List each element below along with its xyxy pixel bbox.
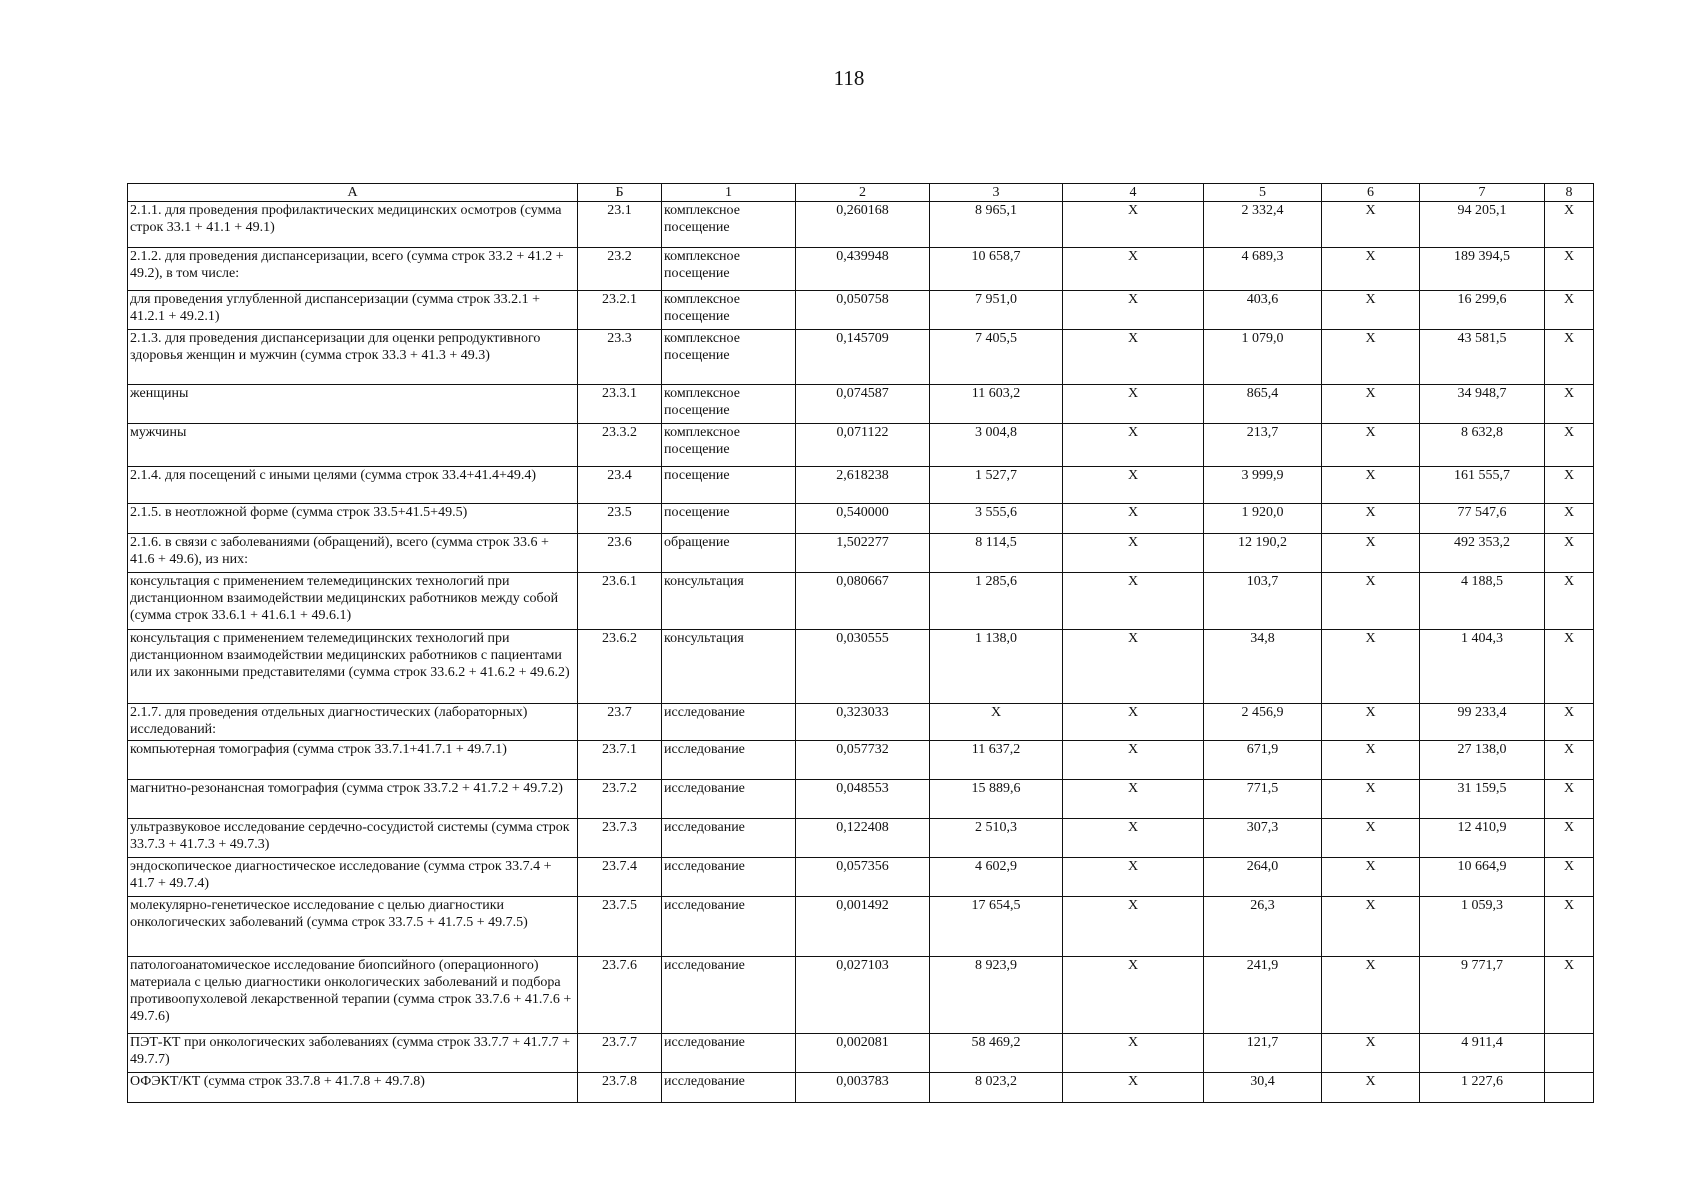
unit-cell: исследование	[662, 741, 796, 780]
table-row	[128, 385, 1594, 424]
row-label: для проведения углубленной диспансеризации (сумма строк 33.2.1 + 41.2.1 + 49.2.1)	[128, 291, 578, 330]
page-number: 118	[833, 66, 865, 90]
unit-cell: комплексное посещение	[662, 248, 796, 291]
row-label: 2.1.6. в связи с заболеваниями (обращений), всего (сумма строк 33.6 + 41.6 + 49.6), из них:	[128, 534, 578, 573]
row-label: патологоанатомическое исследование биопсийного (операционного) материала с целью диагностики онкологических заболеваний и подбора противоопухолевой лекарственной терапии (сумма строк 33.7.6 + 41.7.6 + 49.7.6)	[128, 957, 578, 1034]
row-code: 23.7.7	[578, 1034, 662, 1073]
table-row	[128, 248, 1594, 291]
row-code: 23.7.2	[578, 780, 662, 819]
row-label: консультация с применением телемедицинских технологий при дистанционном взаимодействии медицинских работников между собой (сумма строк 33.6.1 + 41.6.1 + 49.6.1)	[128, 573, 578, 630]
value-cell: 15 889,6	[930, 780, 1063, 819]
value-cell: 10 664,9	[1420, 858, 1545, 897]
row-label: консультация с применением телемедицинских технологий при дистанционном взаимодействии медицинских работников с пациентами или их законными представителями (сумма строк 33.6.2 + 41.6.2 + 49.6.2)	[128, 630, 578, 704]
row-code: 23.7.1	[578, 741, 662, 780]
unit-cell: комплексное посещение	[662, 330, 796, 385]
value-cell: 121,7	[1204, 1034, 1322, 1073]
value-cell: 0,439948	[796, 248, 930, 291]
value-cell: X	[1322, 504, 1420, 534]
table-row	[128, 957, 1594, 1034]
value-cell: 31 159,5	[1420, 780, 1545, 819]
value-cell: X	[1322, 1073, 1420, 1103]
table-row	[128, 780, 1594, 819]
value-cell: X	[1063, 819, 1204, 858]
row-label: ОФЭКТ/КТ (сумма строк 33.7.8 + 41.7.8 + 49.7.8)	[128, 1073, 578, 1103]
value-cell: X	[1545, 780, 1594, 819]
value-cell: 0,057356	[796, 858, 930, 897]
value-cell: X	[1063, 248, 1204, 291]
value-cell: 8 923,9	[930, 957, 1063, 1034]
column-header: 8	[1545, 184, 1594, 202]
row-label: 2.1.2. для проведения диспансеризации, всего (сумма строк 33.2 + 41.2 + 49.2), в том числе:	[128, 248, 578, 291]
value-cell: 0,048553	[796, 780, 930, 819]
value-cell: X	[1063, 704, 1204, 741]
unit-cell: комплексное посещение	[662, 202, 796, 248]
value-cell: 27 138,0	[1420, 741, 1545, 780]
value-cell: X	[1322, 424, 1420, 467]
value-cell: 0,074587	[796, 385, 930, 424]
row-code: 23.2.1	[578, 291, 662, 330]
value-cell: X	[1545, 897, 1594, 957]
value-cell: X	[1322, 1034, 1420, 1073]
value-cell: 17 654,5	[930, 897, 1063, 957]
value-cell: 8 023,2	[930, 1073, 1063, 1103]
value-cell: 0,050758	[796, 291, 930, 330]
table-row	[128, 704, 1594, 741]
value-cell: X	[1545, 248, 1594, 291]
row-code: 23.7	[578, 704, 662, 741]
value-cell: X	[1063, 1034, 1204, 1073]
value-cell: X	[1063, 467, 1204, 504]
row-code: 23.7.5	[578, 897, 662, 957]
table-row	[128, 630, 1594, 704]
unit-cell: посещение	[662, 504, 796, 534]
unit-cell: комплексное посещение	[662, 424, 796, 467]
column-header: 2	[796, 184, 930, 202]
value-cell: X	[1545, 504, 1594, 534]
row-label: магнитно-резонансная томография (сумма строк 33.7.2 + 41.7.2 + 49.7.2)	[128, 780, 578, 819]
unit-cell: обращение	[662, 534, 796, 573]
value-cell: 9 771,7	[1420, 957, 1545, 1034]
value-cell: X	[1545, 573, 1594, 630]
value-cell: 2 332,4	[1204, 202, 1322, 248]
table-row	[128, 291, 1594, 330]
value-cell: X	[1063, 385, 1204, 424]
value-cell: 1 527,7	[930, 467, 1063, 504]
row-code: 23.6	[578, 534, 662, 573]
unit-cell: консультация	[662, 573, 796, 630]
value-cell: X	[1322, 330, 1420, 385]
value-cell: 8 632,8	[1420, 424, 1545, 467]
unit-cell: исследование	[662, 897, 796, 957]
value-cell	[1545, 1034, 1594, 1073]
value-cell: 492 353,2	[1420, 534, 1545, 573]
table-row	[128, 330, 1594, 385]
row-label: мужчины	[128, 424, 578, 467]
row-code: 23.3.2	[578, 424, 662, 467]
value-cell: X	[1322, 573, 1420, 630]
value-cell: 0,260168	[796, 202, 930, 248]
value-cell: 2,618238	[796, 467, 930, 504]
row-code: 23.5	[578, 504, 662, 534]
value-cell: X	[1322, 741, 1420, 780]
value-cell: 865,4	[1204, 385, 1322, 424]
value-cell: X	[1322, 780, 1420, 819]
value-cell: X	[1063, 957, 1204, 1034]
unit-cell: исследование	[662, 858, 796, 897]
value-cell: 1,502277	[796, 534, 930, 573]
value-cell: 0,080667	[796, 573, 930, 630]
table-row	[128, 534, 1594, 573]
value-cell: 671,9	[1204, 741, 1322, 780]
value-cell: X	[1545, 858, 1594, 897]
value-cell: X	[1063, 858, 1204, 897]
unit-cell: исследование	[662, 1034, 796, 1073]
value-cell: X	[930, 704, 1063, 741]
value-cell: X	[1063, 424, 1204, 467]
column-header: Б	[578, 184, 662, 202]
value-cell: X	[1322, 385, 1420, 424]
value-cell: X	[1322, 897, 1420, 957]
value-cell: 4 602,9	[930, 858, 1063, 897]
value-cell: X	[1545, 385, 1594, 424]
value-cell: 3 999,9	[1204, 467, 1322, 504]
value-cell: 3 555,6	[930, 504, 1063, 534]
row-code: 23.1	[578, 202, 662, 248]
unit-cell: посещение	[662, 467, 796, 504]
value-cell: 189 394,5	[1420, 248, 1545, 291]
value-cell: X	[1063, 330, 1204, 385]
value-cell: 0,071122	[796, 424, 930, 467]
row-label: 2.1.4. для посещений с иными целями (сумма строк 33.4+41.4+49.4)	[128, 467, 578, 504]
row-label: 2.1.1. для проведения профилактических медицинских осмотров (сумма строк 33.1 + 41.1 + 49.1)	[128, 202, 578, 248]
value-cell: X	[1063, 534, 1204, 573]
value-cell: 94 205,1	[1420, 202, 1545, 248]
value-cell: X	[1545, 630, 1594, 704]
column-header: 5	[1204, 184, 1322, 202]
row-code: 23.2	[578, 248, 662, 291]
value-cell: 307,3	[1204, 819, 1322, 858]
value-cell: 77 547,6	[1420, 504, 1545, 534]
value-cell: 4 188,5	[1420, 573, 1545, 630]
value-cell: X	[1322, 202, 1420, 248]
value-cell: 0,057732	[796, 741, 930, 780]
value-cell: 30,4	[1204, 1073, 1322, 1103]
table-row	[128, 897, 1594, 957]
value-cell: 7 951,0	[930, 291, 1063, 330]
value-cell: 2 456,9	[1204, 704, 1322, 741]
value-cell: X	[1063, 1073, 1204, 1103]
column-header: 7	[1420, 184, 1545, 202]
value-cell	[1545, 1073, 1594, 1103]
value-cell: 8 965,1	[930, 202, 1063, 248]
value-cell: 12 190,2	[1204, 534, 1322, 573]
value-cell: 161 555,7	[1420, 467, 1545, 504]
value-cell: X	[1063, 780, 1204, 819]
value-cell: X	[1322, 957, 1420, 1034]
value-cell: 10 658,7	[930, 248, 1063, 291]
value-cell: 0,030555	[796, 630, 930, 704]
unit-cell: консультация	[662, 630, 796, 704]
value-cell: 0,002081	[796, 1034, 930, 1073]
value-cell: 213,7	[1204, 424, 1322, 467]
value-cell: 0,540000	[796, 504, 930, 534]
value-cell: 12 410,9	[1420, 819, 1545, 858]
value-cell: X	[1545, 467, 1594, 504]
value-cell: X	[1322, 467, 1420, 504]
data-table	[127, 183, 1594, 1103]
value-cell: 0,003783	[796, 1073, 930, 1103]
column-header: 1	[662, 184, 796, 202]
value-cell: X	[1545, 534, 1594, 573]
value-cell: 264,0	[1204, 858, 1322, 897]
value-cell: 34 948,7	[1420, 385, 1545, 424]
row-code: 23.7.4	[578, 858, 662, 897]
row-label: молекулярно-генетическое исследование с целью диагностики онкологических заболеваний (сумма строк 33.7.5 + 41.7.5 + 49.7.5)	[128, 897, 578, 957]
table-row	[128, 202, 1594, 248]
unit-cell: исследование	[662, 780, 796, 819]
value-cell: 1 404,3	[1420, 630, 1545, 704]
row-label: ПЭТ-КТ при онкологических заболеваниях (сумма строк 33.7.7 + 41.7.7 + 49.7.7)	[128, 1034, 578, 1073]
value-cell: 4 911,4	[1420, 1034, 1545, 1073]
value-cell: 43 581,5	[1420, 330, 1545, 385]
value-cell: X	[1545, 424, 1594, 467]
table-row	[128, 819, 1594, 858]
row-label: 2.1.7. для проведения отдельных диагностических (лабораторных) исследований:	[128, 704, 578, 741]
value-cell: 1 227,6	[1420, 1073, 1545, 1103]
value-cell: X	[1322, 704, 1420, 741]
value-cell: X	[1063, 291, 1204, 330]
table-row	[128, 424, 1594, 467]
value-cell: X	[1545, 291, 1594, 330]
value-cell: 58 469,2	[930, 1034, 1063, 1073]
row-code: 23.6.2	[578, 630, 662, 704]
value-cell: 0,001492	[796, 897, 930, 957]
value-cell: 1 079,0	[1204, 330, 1322, 385]
row-label: эндоскопическое диагностическое исследование (сумма строк 33.7.4 + 41.7 + 49.7.4)	[128, 858, 578, 897]
value-cell: X	[1063, 630, 1204, 704]
value-cell: 8 114,5	[930, 534, 1063, 573]
row-label: 2.1.3. для проведения диспансеризации для оценки репродуктивного здоровья женщин и мужчин (сумма строк 33.3 + 41.3 + 49.3)	[128, 330, 578, 385]
value-cell: 241,9	[1204, 957, 1322, 1034]
value-cell: X	[1322, 248, 1420, 291]
column-header: 3	[930, 184, 1063, 202]
row-code: 23.3.1	[578, 385, 662, 424]
row-code: 23.4	[578, 467, 662, 504]
value-cell: X	[1322, 291, 1420, 330]
table-row	[128, 504, 1594, 534]
value-cell: 103,7	[1204, 573, 1322, 630]
value-cell: X	[1063, 741, 1204, 780]
value-cell: 34,8	[1204, 630, 1322, 704]
value-cell: 403,6	[1204, 291, 1322, 330]
row-label: компьютерная томография (сумма строк 33.7.1+41.7.1 + 49.7.1)	[128, 741, 578, 780]
value-cell: 2 510,3	[930, 819, 1063, 858]
unit-cell: исследование	[662, 1073, 796, 1103]
header-row	[128, 184, 1594, 202]
value-cell: X	[1063, 573, 1204, 630]
value-cell: X	[1063, 897, 1204, 957]
value-cell: 11 603,2	[930, 385, 1063, 424]
table-row	[128, 1073, 1594, 1103]
value-cell: 0,323033	[796, 704, 930, 741]
value-cell: 771,5	[1204, 780, 1322, 819]
unit-cell: исследование	[662, 819, 796, 858]
value-cell: 1 138,0	[930, 630, 1063, 704]
table-row	[128, 858, 1594, 897]
table-row	[128, 467, 1594, 504]
column-header: А	[128, 184, 578, 202]
row-code: 23.7.6	[578, 957, 662, 1034]
value-cell: 1 059,3	[1420, 897, 1545, 957]
row-label: ультразвуковое исследование сердечно-сосудистой системы (сумма строк 33.7.3 + 41.7.3 + 49.7.3)	[128, 819, 578, 858]
value-cell: X	[1063, 202, 1204, 248]
value-cell: X	[1322, 630, 1420, 704]
column-header: 6	[1322, 184, 1420, 202]
value-cell: X	[1545, 741, 1594, 780]
value-cell: 99 233,4	[1420, 704, 1545, 741]
row-code: 23.6.1	[578, 573, 662, 630]
column-header: 4	[1063, 184, 1204, 202]
value-cell: X	[1545, 330, 1594, 385]
value-cell: 4 689,3	[1204, 248, 1322, 291]
unit-cell: исследование	[662, 704, 796, 741]
value-cell: X	[1545, 704, 1594, 741]
value-cell: 26,3	[1204, 897, 1322, 957]
value-cell: 7 405,5	[930, 330, 1063, 385]
table-row	[128, 573, 1594, 630]
row-code: 23.3	[578, 330, 662, 385]
value-cell: X	[1322, 858, 1420, 897]
value-cell: 1 285,6	[930, 573, 1063, 630]
value-cell: 1 920,0	[1204, 504, 1322, 534]
value-cell: X	[1063, 504, 1204, 534]
unit-cell: исследование	[662, 957, 796, 1034]
value-cell: X	[1322, 534, 1420, 573]
value-cell: X	[1322, 819, 1420, 858]
row-label: женщины	[128, 385, 578, 424]
unit-cell: комплексное посещение	[662, 385, 796, 424]
value-cell: X	[1545, 819, 1594, 858]
value-cell: 0,027103	[796, 957, 930, 1034]
row-code: 23.7.3	[578, 819, 662, 858]
value-cell: 0,145709	[796, 330, 930, 385]
table-row	[128, 1034, 1594, 1073]
value-cell: 16 299,6	[1420, 291, 1545, 330]
row-label: 2.1.5. в неотложной форме (сумма строк 33.5+41.5+49.5)	[128, 504, 578, 534]
value-cell: 11 637,2	[930, 741, 1063, 780]
value-cell: 3 004,8	[930, 424, 1063, 467]
row-code: 23.7.8	[578, 1073, 662, 1103]
unit-cell: комплексное посещение	[662, 291, 796, 330]
value-cell: X	[1545, 202, 1594, 248]
value-cell: X	[1545, 957, 1594, 1034]
value-cell: 0,122408	[796, 819, 930, 858]
table-row	[128, 741, 1594, 780]
